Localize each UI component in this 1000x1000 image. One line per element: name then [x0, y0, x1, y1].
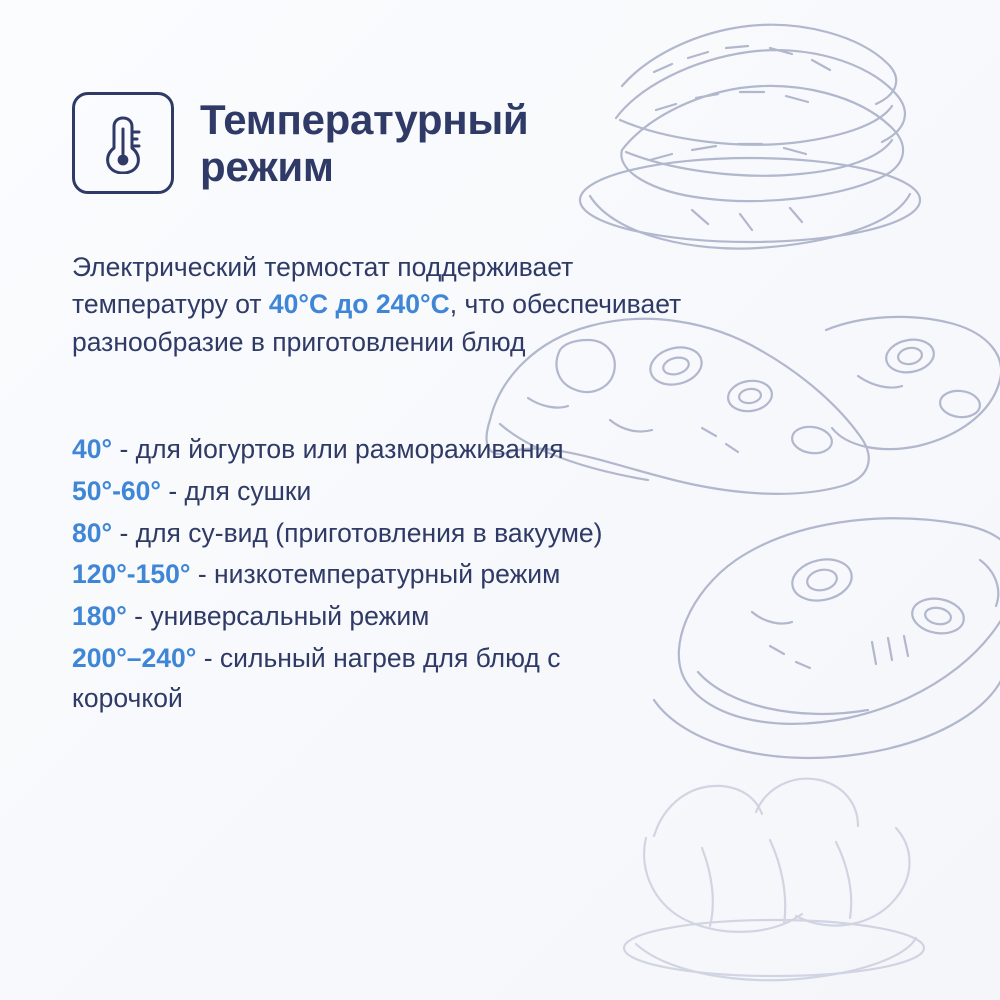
temperature-modes-list: [72, 430, 672, 720]
mode-temperature: 180°: [72, 601, 127, 631]
list-item: [72, 639, 672, 719]
list-item: [72, 472, 672, 512]
mode-temperature: 120°-150°: [72, 559, 191, 590]
list-item: [72, 514, 672, 554]
mode-temperature: 50°-60°: [72, 475, 161, 506]
stacked-pastry-sketch: [580, 25, 920, 249]
header: [72, 92, 620, 194]
mode-temperature: 200°–240°: [72, 642, 197, 673]
mode-temperature: 80°: [72, 517, 113, 548]
list-item: [72, 597, 672, 637]
mode-description: - для су-вид (приготовления в вакууме): [112, 517, 603, 548]
intro-paragraph: [72, 249, 732, 362]
thermometer-icon: [72, 92, 174, 194]
mode-temperature: 40°: [72, 434, 113, 464]
page-title: Температурный режим: [200, 96, 529, 191]
mode-description: - для сушки: [160, 475, 312, 506]
list-item: [72, 555, 672, 595]
list-item: [72, 430, 672, 470]
temperature-range-highlight: 40°C до 240°C: [268, 289, 450, 320]
mode-description: - универсальный режим: [126, 601, 430, 631]
intro-text-part2: , что обеспечивает разнообразие в приготовлении блюд: [72, 289, 682, 357]
mode-description: - низкотемпературный режим: [190, 559, 561, 590]
buns-sketch: [624, 779, 924, 981]
mode-description: - для йогуртов или размораживания: [112, 434, 564, 464]
intro-text-part1: Электрический термостат поддерживает температуру от: [72, 251, 574, 320]
mode-description: - сильный нагрев для блюд с корочкой: [72, 642, 561, 713]
